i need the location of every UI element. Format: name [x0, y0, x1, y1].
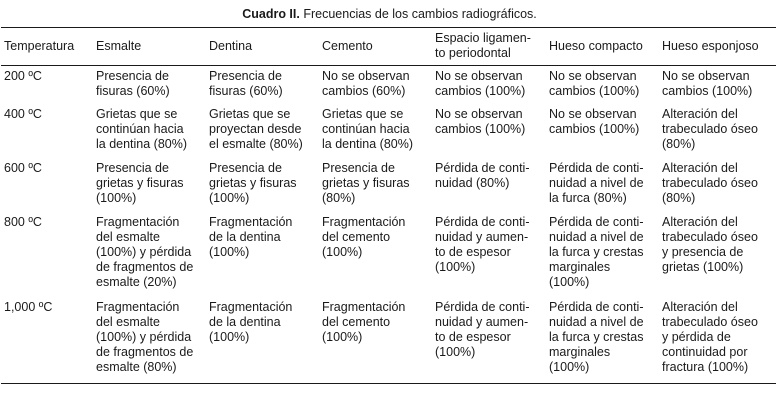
- cell-hueso-compacto: No se observan cambios (100%): [549, 69, 640, 98]
- cell-hueso-esponjoso: Alteración del trabeculado óseo y presencia de grietas (100%): [662, 215, 758, 274]
- header-esmalte: Esmalte: [96, 38, 142, 53]
- cell-hueso-esponjoso: No se observan cambios (100%): [662, 69, 753, 98]
- cell-temperature: 400 ºC: [4, 107, 42, 121]
- table-row: [1, 212, 776, 297]
- cell-temperature: 200 ºC: [4, 69, 42, 83]
- caption-title: Frecuencias de los cambios radiográficos.: [303, 7, 537, 21]
- table-row: [1, 158, 776, 212]
- cell-cemento: Fragmentación del cemento (100%): [322, 215, 406, 259]
- cell-esmalte: Fragmentación del esmalte (100%) y pérdida de fragmentos de esmalte (20%): [96, 215, 194, 289]
- cell-hueso-esponjoso: Alteración del trabeculado óseo y pérdida de continuidad por fractura (100%): [662, 300, 758, 374]
- cell-dentina: Fragmentación de la dentina (100%): [209, 215, 293, 259]
- cell-hueso-esponjoso: Alteración del trabeculado óseo (80%): [662, 107, 758, 151]
- cell-cemento: Grietas que se continúan hacia la dentina (80%): [322, 107, 414, 151]
- header-cemento: Cemento: [322, 38, 373, 53]
- cell-esmalte: Presencia de fisuras (60%): [96, 69, 170, 98]
- cell-temperature: 1,000 ºC: [4, 300, 53, 314]
- table-caption: [0, 6, 779, 22]
- cell-cemento: Fragmentación del cemento (100%): [322, 300, 406, 344]
- caption-label: Cuadro II.: [242, 7, 300, 21]
- header-temperatura: Temperatura: [4, 38, 75, 53]
- cell-espacio-ligamento: Pérdida de conti- nuidad (80%): [435, 161, 530, 190]
- cell-dentina: Fragmentación de la dentina (100%): [209, 300, 293, 344]
- header-row: [1, 28, 776, 66]
- cell-espacio-ligamento: No se observan cambios (100%): [435, 107, 526, 136]
- cell-dentina: Grietas que se proyectan desde el esmalte (80%): [209, 107, 303, 151]
- cell-dentina: Presencia de fisuras (60%): [209, 69, 283, 98]
- header-hueso-esponjoso: Hueso esponjoso: [662, 38, 759, 53]
- cell-hueso-esponjoso: Alteración del trabeculado óseo (80%): [662, 161, 758, 205]
- cell-espacio-ligamento: No se observan cambios (100%): [435, 69, 526, 98]
- cell-hueso-compacto: No se observan cambios (100%): [549, 107, 640, 136]
- cell-dentina: Presencia de grietas y fisuras (100%): [209, 161, 297, 205]
- cell-temperature: 600 ºC: [4, 161, 42, 175]
- cell-hueso-compacto: Pérdida de conti- nuidad a nivel de la furca y crestas marginales (100%): [549, 215, 644, 289]
- cell-hueso-compacto: Pérdida de conti- nuidad a nivel de la furca y crestas marginales (100%): [549, 300, 644, 374]
- cell-esmalte: Grietas que se continúan hacia la dentina (80%): [96, 107, 188, 151]
- header-espacio-ligamento: Espacio ligamen- to periodontal: [435, 31, 531, 60]
- cell-cemento: No se observan cambios (60%): [322, 69, 410, 98]
- cell-espacio-ligamento: Pérdida de conti- nuidad y aumen- to de espesor (100%): [435, 215, 530, 274]
- table-row: [1, 104, 776, 158]
- cell-cemento: Presencia de grietas y fisuras (80%): [322, 161, 410, 205]
- cell-hueso-compacto: Pérdida de conti- nuidad a nivel de la furca (80%): [549, 161, 644, 205]
- table-row: [1, 297, 776, 384]
- table-row: [1, 66, 776, 105]
- radiographic-changes-table: [1, 27, 776, 384]
- cell-esmalte: Presencia de grietas y fisuras (100%): [96, 161, 184, 205]
- cell-espacio-ligamento: Pérdida de conti- nuidad y aumen- to de espesor (100%): [435, 300, 530, 359]
- header-hueso-compacto: Hueso compacto: [549, 38, 643, 53]
- cell-temperature: 800 ºC: [4, 215, 42, 229]
- header-dentina: Dentina: [209, 38, 253, 53]
- cell-esmalte: Fragmentación del esmalte (100%) y pérdida de fragmentos de esmalte (80%): [96, 300, 194, 374]
